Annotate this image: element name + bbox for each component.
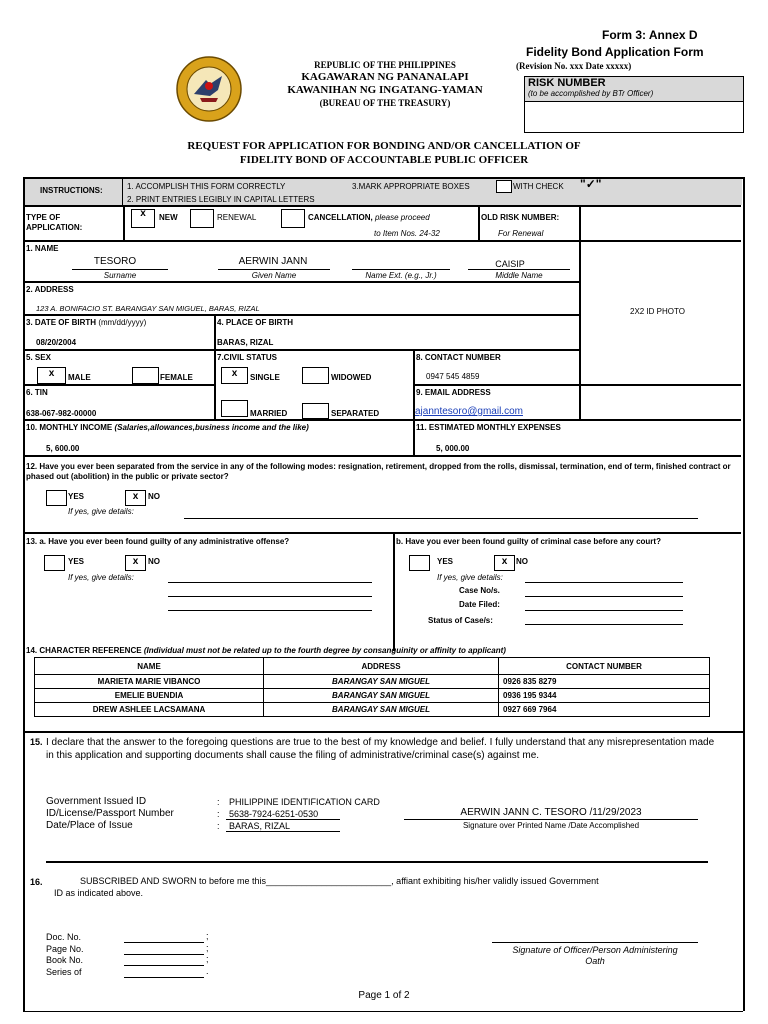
cancellation-checkbox[interactable] xyxy=(281,209,305,228)
ref-address: BARANGAY SAN MIGUEL xyxy=(264,675,499,689)
contact-value[interactable]: 0947 545 4859 xyxy=(426,372,480,381)
reference-table xyxy=(34,657,710,717)
for-renewal: For Renewal xyxy=(498,229,544,238)
photo-placeholder: 2X2 ID PHOTO xyxy=(630,307,685,316)
name-ext-caption: Name Ext. (e.g., Jr.) xyxy=(365,271,437,280)
q13a-no-checkbox[interactable]: x xyxy=(125,555,146,571)
q16-text-2: ID as indicated above. xyxy=(54,888,144,898)
bureau-filipino: KAWANIHAN NG INGATANG-YAMAN xyxy=(287,84,483,96)
dob-format: (mm/dd/yyyy) xyxy=(98,318,147,327)
instructions-label: INSTRUCTIONS: xyxy=(40,186,103,195)
ref-address: BARANGAY SAN MIGUEL xyxy=(264,689,499,703)
case-status-label: Status of Case/s: xyxy=(428,616,493,625)
civil-status-label: 7.CIVIL STATUS xyxy=(217,353,278,362)
q13b-details-label: If yes, give details: xyxy=(437,573,503,582)
doc-no-label: Doc. No. xyxy=(46,932,82,942)
instruction-3: 3.MARK APPROPRIATE BOXES xyxy=(352,182,470,191)
expenses-value[interactable]: 5, 000.00 xyxy=(436,444,470,453)
separated-label: SEPARATED xyxy=(331,409,380,418)
gov-id-value[interactable]: PHILIPPINE IDENTIFICATION CARD xyxy=(229,797,380,807)
republic: REPUBLIC OF THE PHILIPPINES xyxy=(314,60,456,70)
cancellation-label: CANCELLATION, xyxy=(308,213,373,222)
q13b-yes-label: YES xyxy=(437,557,454,566)
female-checkbox[interactable] xyxy=(132,367,159,384)
q16-text: SUBSCRIBED AND SWORN to before me this_________________________, affiant exhibiting his/her validly issued Government xyxy=(80,876,599,886)
signature-value[interactable]: AERWIN JANN C. TESORO /11/29/2023 xyxy=(460,807,642,818)
income-value[interactable]: 5, 600.00 xyxy=(46,444,80,453)
surname-caption: Surname xyxy=(103,271,137,280)
series-line[interactable] xyxy=(124,977,204,978)
colon-3: : xyxy=(217,821,220,831)
ref-name: MARIETA MARIE VIBANCO xyxy=(35,675,264,689)
instruction-2: 2. PRINT ENTRIES LEGIBLY IN CAPITAL LETTERS xyxy=(127,195,315,204)
q13a-no-label: NO xyxy=(148,557,160,566)
issue-value[interactable]: BARAS, RIZAL xyxy=(229,821,291,831)
dot-4: . xyxy=(206,966,209,976)
department: KAGAWARAN NG PANANALAPI xyxy=(301,71,469,83)
separated-checkbox[interactable] xyxy=(302,403,329,419)
ref-contact: 0936 195 9344 xyxy=(499,689,710,703)
dob-value[interactable]: 08/20/2004 xyxy=(36,338,77,347)
q14-label: 14. CHARACTER REFERENCE xyxy=(26,646,142,655)
pob-value[interactable]: BARAS, RIZAL xyxy=(217,338,274,347)
semi-2: ; xyxy=(206,943,209,953)
new-label: NEW xyxy=(159,213,178,222)
widowed-label: WIDOWED xyxy=(331,373,372,382)
revision: (Revision No. xxx Date xxxxx) xyxy=(516,61,632,71)
issue-label: Date/Place of Issue xyxy=(46,820,133,831)
type-label: TYPE OF APPLICATION: xyxy=(26,213,83,232)
case-no-label: Case No/s. xyxy=(459,586,500,595)
with-check: WITH CHECK xyxy=(513,182,564,191)
renewal-checkbox[interactable] xyxy=(190,209,214,228)
officer-signature-line[interactable] xyxy=(492,942,698,943)
form-number: Form 3: Annex D xyxy=(602,28,698,42)
check-mark: "✓" xyxy=(580,177,602,191)
married-label: MARRIED xyxy=(250,409,288,418)
colon-1: : xyxy=(217,797,220,807)
risk-number-box xyxy=(524,76,744,133)
doc-no-line[interactable] xyxy=(124,942,204,943)
title-line-2: FIDELITY BOND OF ACCOUNTABLE PUBLIC OFFICER xyxy=(239,154,529,166)
cancellation-note-2: to Item Nos. 24-32 xyxy=(374,229,440,238)
signature-caption: Signature over Printed Name /Date Accomplished xyxy=(462,821,640,830)
address-value[interactable]: 123 A. BONIFACIO ST. BARANGAY SAN MIGUEL, BARAS, RIZAL xyxy=(36,304,260,313)
series-label: Series of xyxy=(46,967,82,977)
sample-checkbox xyxy=(496,180,512,193)
q12-details-label: If yes, give details: xyxy=(68,507,134,516)
page-footer: Page 1 of 2 xyxy=(358,990,410,1001)
email-label: 9. EMAIL ADDRESS xyxy=(416,388,491,397)
q12-no-checkbox[interactable]: x xyxy=(125,490,146,506)
ref-header-address: ADDRESS xyxy=(264,658,499,675)
expenses-label: 11. ESTIMATED MONTHLY EXPENSES xyxy=(416,423,561,432)
q13b-no-checkbox[interactable]: x xyxy=(494,555,515,571)
id-number-value[interactable]: 5638-7924-6251-0530 xyxy=(229,809,319,819)
sex-label: 5. SEX xyxy=(26,353,51,362)
form-title: Fidelity Bond Application Form xyxy=(526,45,704,59)
q13a-yes-label: YES xyxy=(68,557,85,566)
q12-yes-checkbox[interactable] xyxy=(46,490,67,506)
ref-header-name: NAME xyxy=(35,658,264,675)
oath-caption: Oath xyxy=(585,956,605,966)
middle-name-caption: Middle Name xyxy=(495,271,543,280)
given-name-caption: Given Name xyxy=(251,271,297,280)
q15-declaration: I declare that the answer to the foregoing questions are true to the best of my knowledge and belief. I fully understand that any misrepresentation made in this application and supporting documents shall cause the filing of administrative/criminal case(s) against me. xyxy=(46,737,715,761)
q13b-text: b. Have you ever been found guilty of criminal case before any court? xyxy=(396,537,661,546)
income-note: (Salaries,allowances,business income and the like) xyxy=(114,423,309,432)
table-row xyxy=(35,689,710,703)
new-checkbox[interactable]: x xyxy=(131,209,155,228)
title-line-1: REQUEST FOR APPLICATION FOR BONDING AND/OR CANCELLATION OF xyxy=(187,140,581,152)
single-checkbox[interactable]: x xyxy=(221,367,248,384)
ref-name: DREW ASHLEE LACSAMANA xyxy=(35,703,264,717)
colon-2: : xyxy=(217,809,220,819)
officer-caption: Signature of Officer/Person Administering xyxy=(512,945,678,955)
ref-contact: 0926 835 8279 xyxy=(499,675,710,689)
ref-name: EMELIE BUENDIA xyxy=(35,689,264,703)
ref-contact: 0927 669 7964 xyxy=(499,703,710,717)
q12-no-label: NO xyxy=(148,492,160,501)
cancellation-note: please proceed xyxy=(374,213,430,222)
contact-label: 8. CONTACT NUMBER xyxy=(416,353,501,362)
tin-value[interactable]: 638-067-982-00000 xyxy=(26,409,97,418)
gov-id-label: Government Issued ID xyxy=(46,796,147,807)
female-label: FEMALE xyxy=(160,373,193,382)
date-filed-label: Date Filed: xyxy=(459,600,500,609)
given-name-value[interactable]: AERWIN JANN xyxy=(238,256,308,267)
risk-number-label: RISK NUMBER xyxy=(528,77,606,89)
q15-number: 15. xyxy=(30,737,43,747)
male-checkbox[interactable]: x xyxy=(37,367,66,384)
bureau-english: (BUREAU OF THE TREASURY) xyxy=(319,98,451,108)
old-risk-label: OLD RISK NUMBER: xyxy=(481,213,560,222)
pob-label: 4. PLACE OF BIRTH xyxy=(217,318,294,327)
page-no-label: Page No. xyxy=(46,944,84,954)
ref-address: BARANGAY SAN MIGUEL xyxy=(264,703,499,717)
male-label: MALE xyxy=(68,373,91,382)
q12-details-line[interactable] xyxy=(184,518,698,519)
q13a-yes-checkbox[interactable] xyxy=(44,555,65,571)
q13b-yes-checkbox[interactable] xyxy=(409,555,430,571)
treasury-seal-icon xyxy=(176,56,242,122)
book-no-label: Book No. xyxy=(46,955,84,965)
semi-3: ; xyxy=(206,954,209,964)
email-value[interactable]: ajanntesoro@gmail.com xyxy=(415,406,523,417)
single-label: SINGLE xyxy=(250,373,280,382)
address-label: 2. ADDRESS xyxy=(26,285,74,294)
q16-number: 16. xyxy=(30,877,43,887)
q13b-no-label: NO xyxy=(516,557,528,566)
table-row xyxy=(35,675,710,689)
book-no-line[interactable] xyxy=(124,965,204,966)
q12-yes-label: YES xyxy=(68,492,85,501)
q12-text: 12. Have you ever been separated from the service in any of the following modes: resignation, retirement, dropped from the rolls, dismissal, termination, end of term, finished contract or phased out (abolition) in the public or private sector? xyxy=(26,462,731,481)
widowed-checkbox[interactable] xyxy=(302,367,329,384)
semi-1: ; xyxy=(206,931,209,941)
dob-label: 3. DATE OF BIRTH xyxy=(26,318,97,327)
risk-number-note: (to be accomplished by BTr Officer) xyxy=(528,89,654,98)
ref-header-contact: CONTACT NUMBER xyxy=(499,658,710,675)
q13a-details-label: If yes, give details: xyxy=(68,573,134,582)
q13a-text: 13. a. Have you ever been found guilty of any administrative offense? xyxy=(26,537,290,546)
income-label: 10. MONTHLY INCOME xyxy=(26,423,113,432)
middle-name-value[interactable]: CAISIP xyxy=(495,259,525,269)
instruction-1: 1. ACCOMPLISH THIS FORM CORRECTLY xyxy=(127,182,286,191)
q14-note: (Individual must not be related up to the fourth degree by consanguinity or affinity to applicant) xyxy=(143,646,506,655)
renewal-label: RENEWAL xyxy=(217,213,257,222)
table-row xyxy=(35,703,710,717)
lower-frame xyxy=(23,729,745,1011)
tin-label: 6. TIN xyxy=(26,388,48,397)
surname-value[interactable]: TESORO xyxy=(93,256,137,267)
married-checkbox[interactable] xyxy=(221,400,248,417)
name-label: 1. NAME xyxy=(26,244,59,253)
id-number-label: ID/License/Passport Number xyxy=(46,808,174,819)
page-no-line[interactable] xyxy=(124,954,204,955)
